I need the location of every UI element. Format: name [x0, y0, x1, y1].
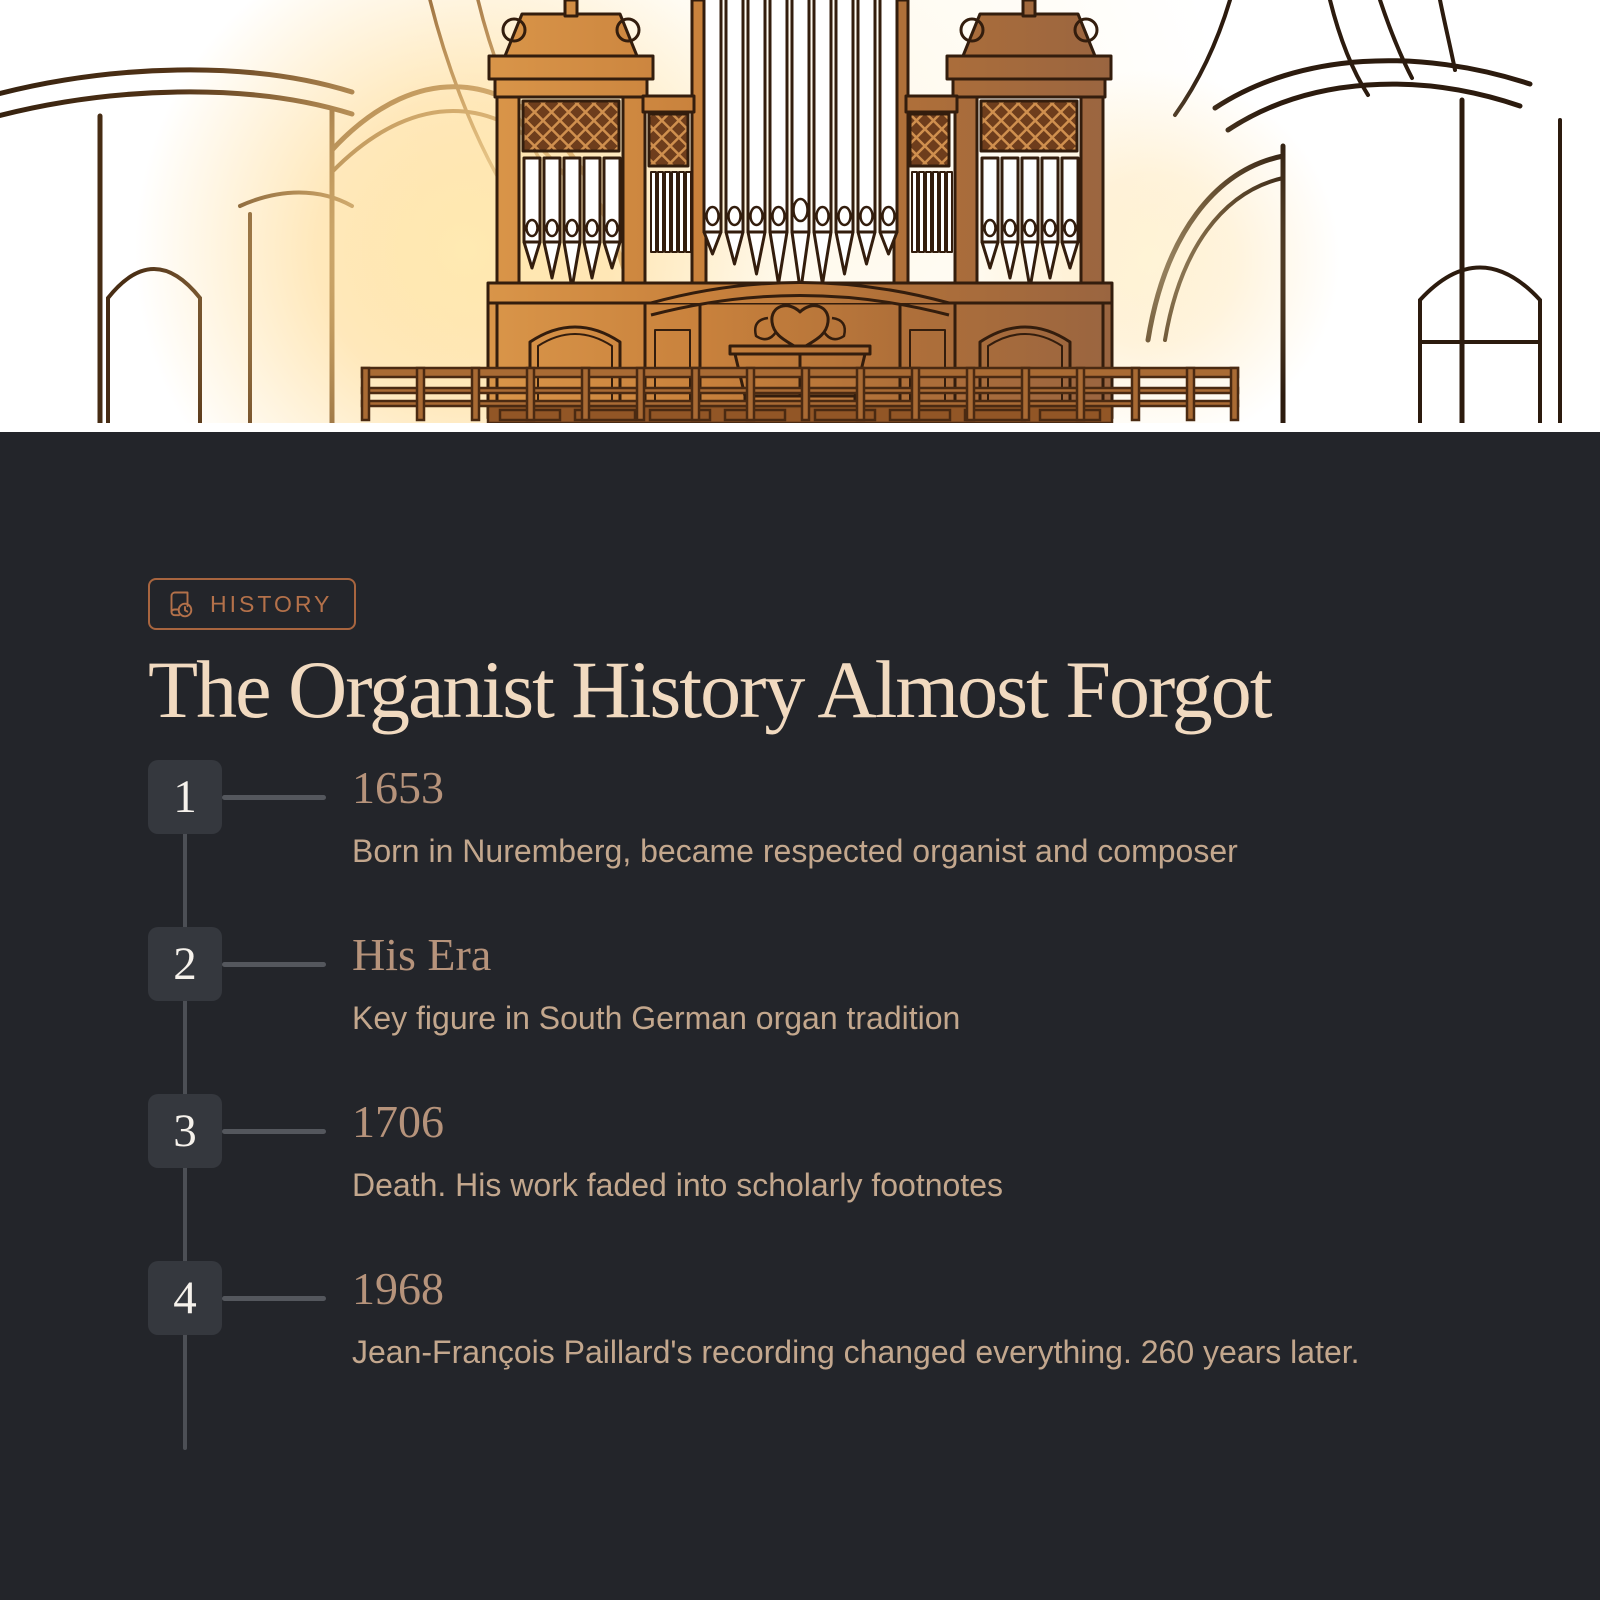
- timeline-item-heading: 1706: [352, 1096, 444, 1148]
- timeline-item-heading: 1653: [352, 762, 444, 814]
- timeline-item-body: [352, 1094, 1003, 1208]
- content-section: [0, 432, 1600, 1375]
- timeline-item-description: Key figure in South German organ tradition: [352, 999, 961, 1036]
- timeline-item-body: [352, 760, 1238, 874]
- history-badge-label: HISTORY: [210, 590, 333, 617]
- hero-illustration: [0, 0, 1600, 432]
- timeline-item-body: [352, 1261, 1360, 1375]
- timeline-item: [148, 1261, 1452, 1375]
- timeline-step-number: 4: [148, 1261, 222, 1335]
- church-organ-illustration: [0, 0, 1600, 432]
- timeline-item-body: [352, 927, 960, 1041]
- timeline-item: [148, 1094, 1452, 1261]
- timeline-item-description: Jean-François Paillard's recording changed everything. 260 years later.: [352, 1333, 1360, 1370]
- timeline-item-description: Death. His work faded into scholarly footnotes: [352, 1166, 1003, 1203]
- timeline-connector-line: [222, 1296, 326, 1301]
- timeline-step-number: 2: [148, 927, 222, 1001]
- timeline-item: [148, 927, 1452, 1094]
- timeline-item-heading: His Era: [352, 929, 492, 981]
- timeline: [148, 760, 1452, 1375]
- timeline-item-description: Born in Nuremberg, became respected organist and composer: [352, 832, 1238, 869]
- timeline-step-number: 1: [148, 760, 222, 834]
- timeline-step-number: 3: [148, 1094, 222, 1168]
- timeline-connector-line: [222, 962, 326, 967]
- timeline-item-heading: 1968: [352, 1263, 444, 1315]
- page-title: The Organist History Almost Forgot: [148, 644, 1271, 735]
- timeline-connector-line: [222, 1129, 326, 1134]
- timeline-connector-line: [222, 795, 326, 800]
- timeline-item: [148, 760, 1452, 927]
- history-badge: [148, 578, 356, 630]
- book-clock-icon: [166, 589, 196, 619]
